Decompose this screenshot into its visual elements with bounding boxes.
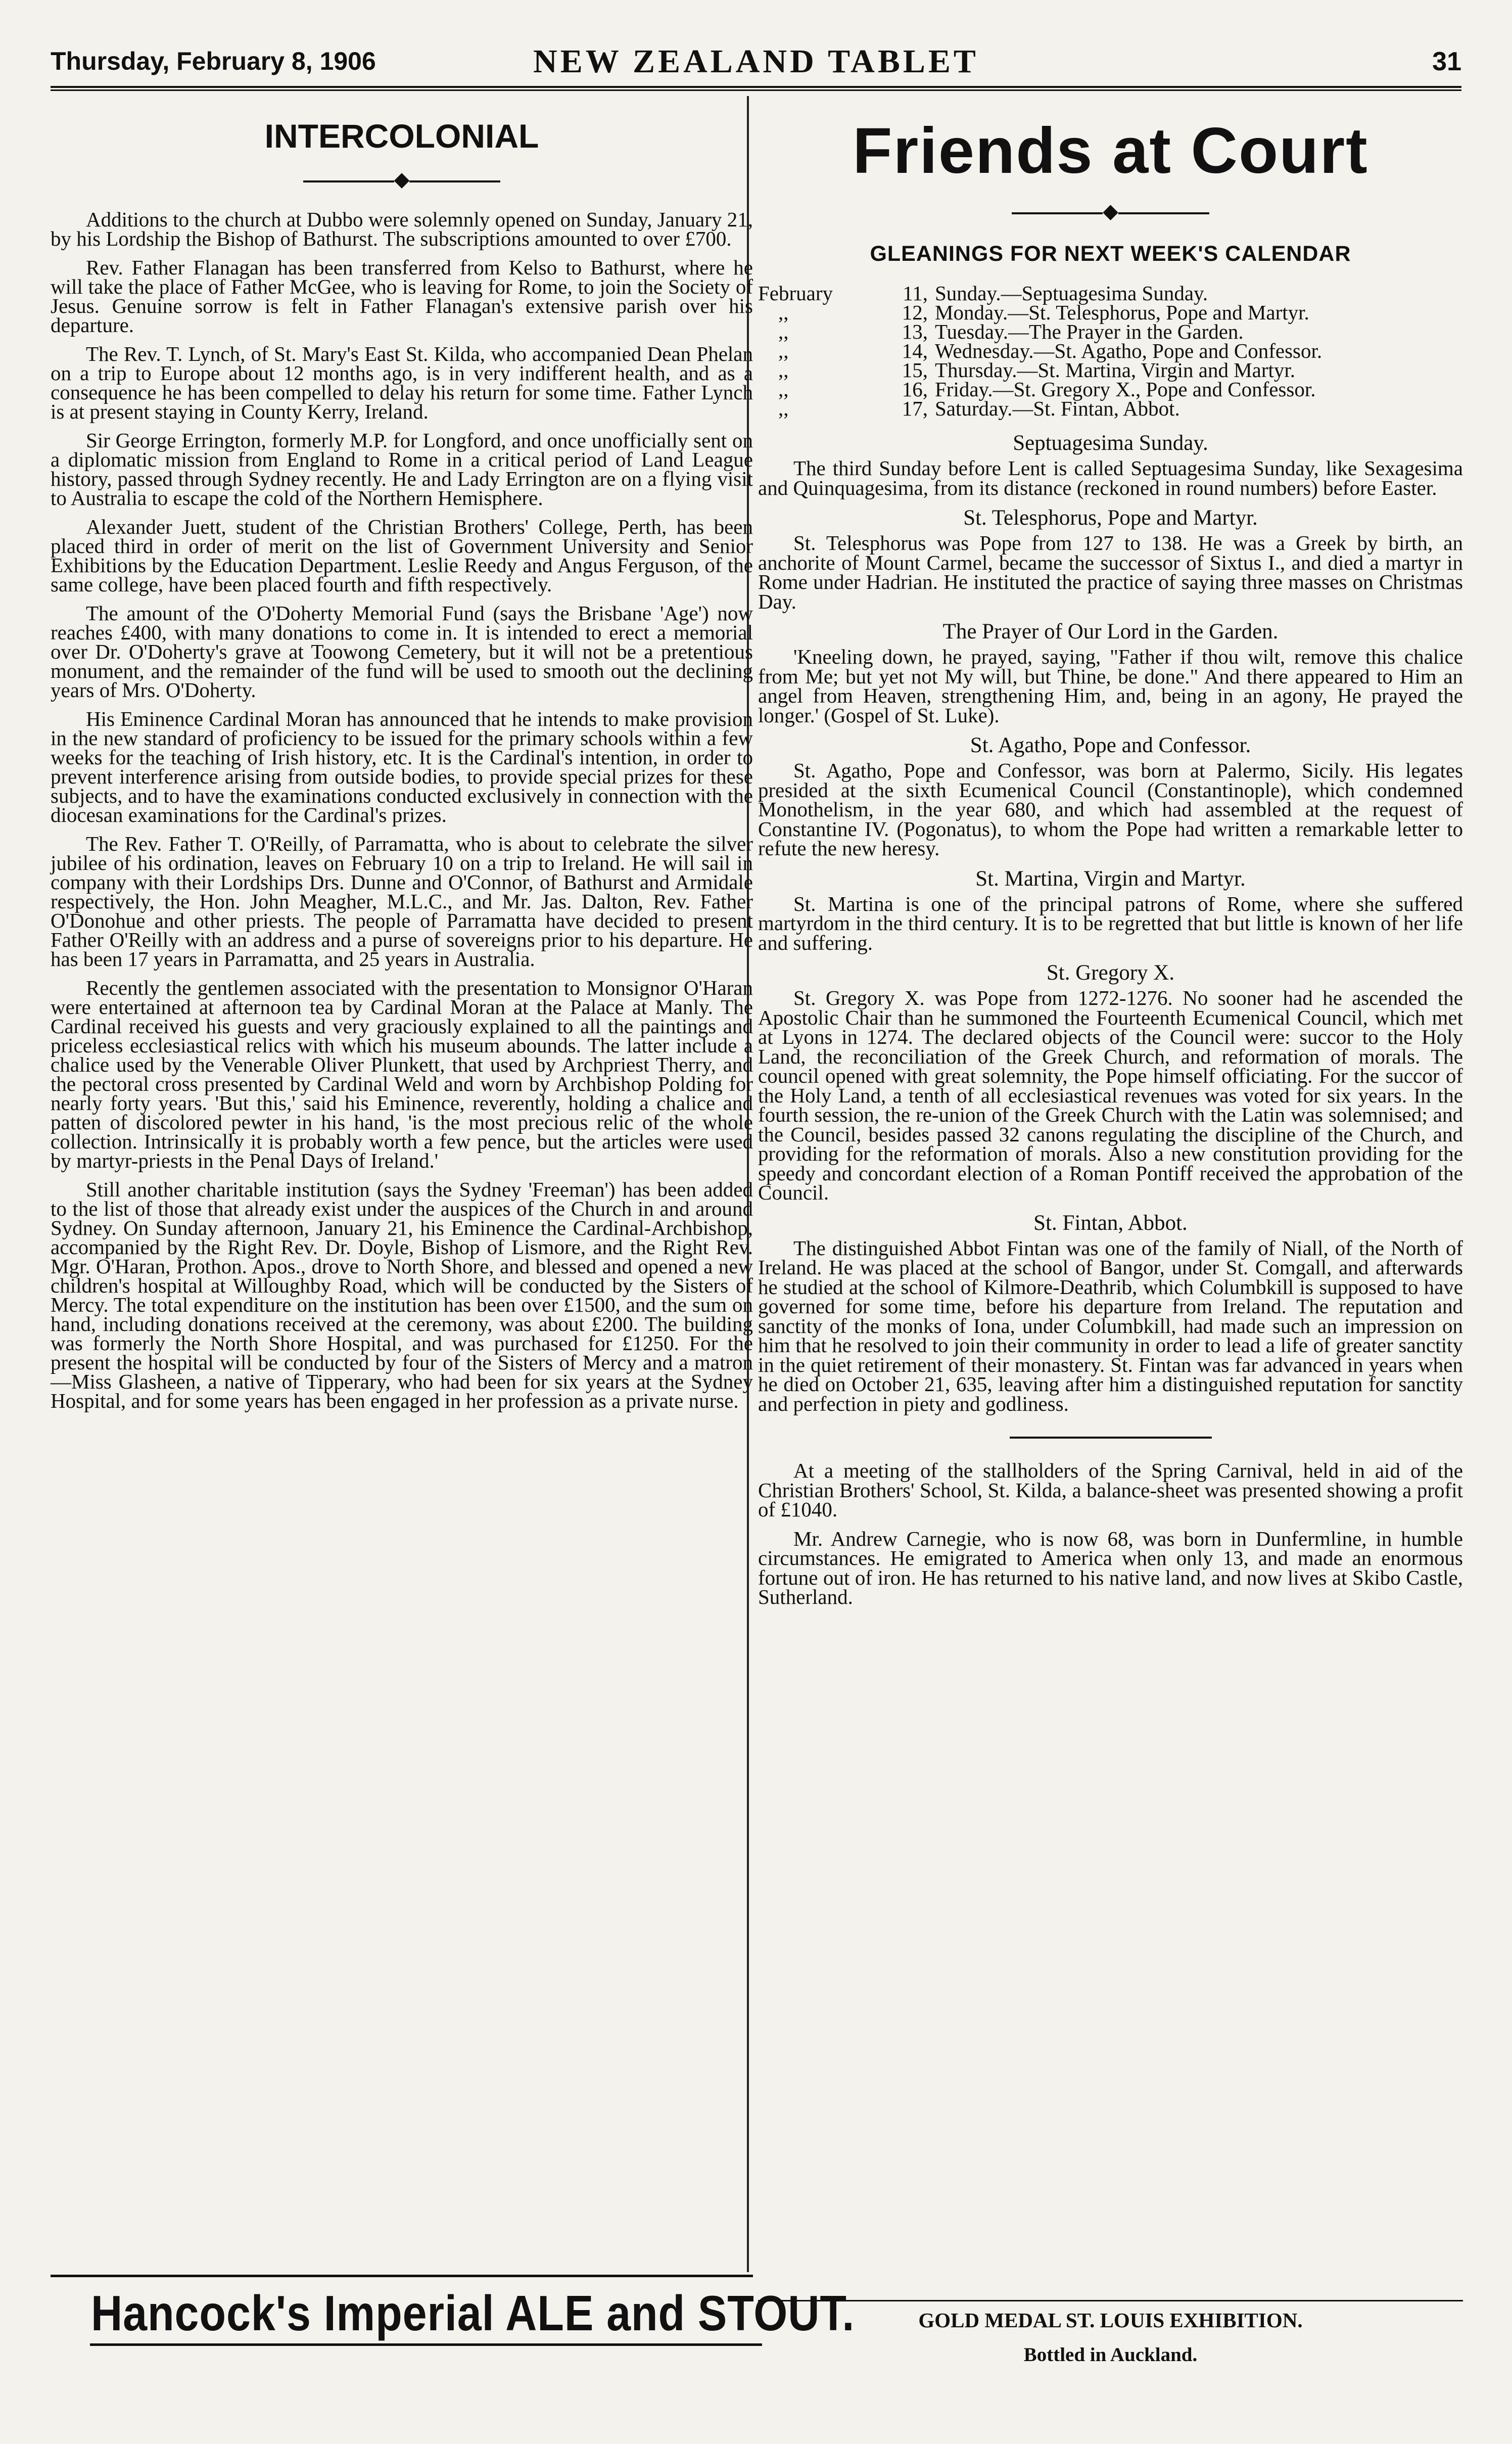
section-paragraph: St. Telesphorus was Pope from 127 to 138. He was a Greek by birth, an anchorite of Mount Carmel, became the successor of Sixtus I., and died a martyr in Rome under Hadrian. He instituted the practice of saying three masses on Christmas Day.	[758, 531, 1463, 613]
footer-rule-right	[758, 2300, 1463, 2301]
calendar-day: 17,	[902, 397, 928, 420]
calendar-month: ,,	[778, 358, 789, 382]
article-paragraph: His Eminence Cardinal Moran has announced that he intends to make provision in the new standard of proficiency to be issued for the primary schools within a few weeks for the teaching of Irish history, etc. It is the Cardinal's intention, in order to prevent interference arising from outside bodies, to provide special prizes for these subjects, and to have the examinations conducted exclusively in connection with the diocesan examinations for the Cardinal's prizes.	[51, 707, 753, 826]
calendar-day: 13,	[902, 320, 928, 343]
article-paragraph: Alexander Juett, student of the Christian Brothers' College, Perth, has been placed third in order of merit on the list of Government University and Senior Exhibitions by the Education Department. Leslie Reedy and Angus Ferguson, of the same college, have been placed fourth and fifth respectively.	[51, 515, 753, 596]
calendar-row	[758, 360, 1463, 380]
section-heading: St. Gregory X.	[1046, 961, 1175, 985]
news-note: At a meeting of the stallholders of the Spring Carnival, held in aid of the Christian Brothers' School, St. Kilda, a balance-sheet was presented showing a profit of £1040.	[758, 1459, 1463, 1521]
ornament-divider: ◆	[758, 196, 1463, 226]
intercolonial-column	[51, 104, 753, 1420]
page-header	[51, 42, 1461, 86]
article-paragraph: The amount of the O'Doherty Memorial Fund (says the Brisbane 'Age') now reaches £400, with many donations to come in. It is intended to erect a memorial over Dr. O'Doherty's grave at Toowong Cemetery, but it will not be a pretentious monument, and the remainder of the fund will be used to smooth out the declining years of Mrs. O'Doherty.	[51, 602, 753, 702]
calendar-row	[758, 399, 1463, 418]
calendar-day: 14,	[902, 339, 928, 362]
article-paragraph: The Rev. Father T. O'Reilly, of Parramatta, who is about to celebrate the silver jubilee of his ordination, leaves on February 10 on a trip to Ireland. He will sail in company with their Lordships Drs. Dunne and O'Connor, of Bathurst and Armidale respectively, the Hon. John Meagher, M.L.C., and Mr. Jas. Dalton, Rev. Father O'Donohue and other priests. The people of Parramatta have decided to present Father O'Reilly with an address and a purse of sovereigns prior to his departure. He has been 17 years in Parramatta, and 25 years in Australia.	[51, 832, 753, 971]
section-paragraph: The third Sunday before Lent is called Septuagesima Sunday, like Sexagesima and Quinquagesima, from its distance (reckoned in round numbers) before Easter.	[758, 456, 1463, 499]
calendar-month: ,,	[778, 339, 789, 362]
article-paragraph: Still another charitable institution (says the Sydney 'Freeman') has been added to the list of those that already exist under the auspices of the Church in and around Sydney. On Sunday afternoon, January 21, his Eminence the Cardinal-Archbishop, accompanied by the Right Rev. Dr. Doyle, Bishop of Lismore, and the Right Rev. Mgr. O'Haran, Prothon. Apos., drove to North Shore, and blessed and opened a new children's hospital at Willoughby Road, which will be conducted by the Sisters of Mercy. The total expenditure on the institution has been over £1500, and the sum on hand, including donations received at the ceremony, was about £200. The building was formerly the North Shore Hospital, and was purchased for £1250. For the present the hospital will be conducted by four of the Sisters of Mercy and a matron—Miss Glasheen, a native of Tipperary, who had been for six years at the Sydney Hospital, and for some years has been engaged in her profession as a private nurse.	[51, 1178, 753, 1412]
friends-at-court-column	[758, 104, 1463, 1617]
issue-date: Thursday, February 8, 1906	[51, 47, 376, 75]
calendar-day: 11,	[903, 282, 928, 305]
calendar-list	[758, 284, 1463, 418]
calendar-month: ,,	[778, 378, 789, 401]
calendar-entry: Sunday.—Septuagesima Sunday.	[935, 282, 1208, 305]
ale-stout-advert: Hancock's Imperial ALE and STOUT.	[91, 2285, 855, 2341]
gold-medal-tagline: GOLD MEDAL ST. LOUIS EXHIBITION.	[918, 2309, 1303, 2332]
calendar-row	[758, 303, 1463, 322]
section-heading: St. Fintan, Abbot.	[1033, 1211, 1188, 1235]
calendar-entry: Saturday.—St. Fintan, Abbot.	[935, 397, 1180, 420]
section-paragraph: The distinguished Abbot Fintan was one of the family of Niall, of the North of Ireland. He was placed at the school of Bangor, under St. Comgall, and afterwards he studied at the school of Kilmore-Deathrib, which Columbkill is supposed to have governed for some time, before his departure from Ireland. The reputation and sanctity of the monks of Iona, under Columbkill, had made such an impression on him that he resolved to join their community in order to lead a life of greater sanctity in the quiet retirement of their monastery. St. Fintan was far advanced in years when he died on October 21, 635, leaving after him a distinguished reputation for sanctity and perfection in piety and godliness.	[758, 1236, 1463, 1415]
calendar-month: ,,	[778, 301, 789, 324]
header-rule	[51, 86, 1461, 91]
section-heading: St. Telesphorus, Pope and Martyr.	[963, 506, 1258, 530]
article-paragraph: Rev. Father Flanagan has been transferred from Kelso to Bathurst, where he will take the place of Father McGee, who is leaving for Rome, to join the Society of Jesus. Genuine sorrow is felt in Father Flanagan's extensive parish over his departure.	[51, 256, 753, 337]
calendar-row	[758, 284, 1463, 303]
news-note: Mr. Andrew Carnegie, who is now 68, was born in Dunfermline, in humble circumstances. He emigrated to America when only 13, and made an enormous fortune out of iron. He has returned to his native land, and now lives at Skibo Castle, Sutherland.	[758, 1527, 1463, 1608]
article-paragraph: Sir George Errington, formerly M.P. for Longford, and once unofficially sent on a diplomatic mission from England to Rome in a critical period of Land League history, passed through Sydney recently. He and Lady Errington are on a flying visit to Australia to escape the cold of the Northern Hemisphere.	[51, 429, 753, 510]
section-heading: Septuagesima Sunday.	[1013, 431, 1208, 455]
section-paragraph: 'Kneeling down, he prayed, saying, "Father if thou wilt, remove this chalice from Me; but yet not My will, but Thine, be done." And there appeared to Him an angel from Heaven, strengthening Him, and, being in an agony, He prayed the longer.' (Gospel of St. Luke).	[758, 645, 1463, 727]
article-paragraph: Recently the gentlemen associated with the presentation to Monsignor O'Haran were entertained at afternoon tea by Cardinal Moran at the Palace at Manly. The Cardinal received his guests and very graciously explained to all the paintings and priceless ecclesiastical relics with which his museum abounds. The latter include a chalice used by the Venerable Oliver Plunkett, that used by Archpriest Therry, and the pectoral cross presented by Cardinal Weld and worn by Archbishop Polding for nearly forty years. 'But this,' said his Eminence, reverently, holding a chalice and patten of discolored pewter in his hand, 'is the most precious relic of the whole collection. Intrinsically it is probably worth a few pence, but the articles were used by martyr-priests in the Penal Days of Ireland.'	[51, 976, 753, 1172]
friends-at-court-title: Friends at Court	[853, 115, 1368, 187]
calendar-entry: Tuesday.—The Prayer in the Garden.	[935, 320, 1244, 343]
calendar-row	[758, 341, 1463, 360]
intercolonial-title: INTERCOLONIAL	[264, 117, 539, 155]
section-paragraph: St. Agatho, Pope and Confessor, was born at Palermo, Sicily. His legates presided at the sixth Ecumenical Council (Constantinople), which condemned Monothelism, in the year 680, and which had assembled at the request of Constantine IV. (Pogonatus), to whom the Pope had written a remarkable letter to refute the new heresy.	[758, 759, 1463, 860]
calendar-day: 15,	[902, 358, 928, 382]
section-heading: St. Agatho, Pope and Confessor.	[970, 733, 1251, 757]
section-paragraph: St. Martina is one of the principal patrons of Rome, where she suffered martyrdom in the third century. It is to be regretted that but little is known of her life and suffering.	[758, 892, 1463, 954]
article-paragraph: Additions to the church at Dubbo were solemnly opened on Sunday, January 21, by his Lordship the Bishop of Bathurst. The subscriptions amounted to over £700.	[51, 208, 753, 250]
calendar-month: ,,	[778, 397, 789, 420]
calendar-month: ,,	[778, 320, 789, 343]
bottled-in-auckland: Bottled in Auckland.	[1023, 2344, 1198, 2366]
article-paragraph: The Rev. T. Lynch, of St. Mary's East St. Kilda, who accompanied Dean Phelan on a trip to Europe about 12 months ago, is in very indifferent health, and as a consequence he has been compelled to delay his return for some time. Father Lynch is at present staying in County Kerry, Ireland.	[51, 342, 753, 423]
section-heading: St. Martina, Virgin and Martyr.	[975, 866, 1246, 891]
ornament-divider: ◆	[51, 164, 753, 195]
calendar-subtitle: GLEANINGS FOR NEXT WEEK'S CALENDAR	[870, 242, 1351, 266]
calendar-day: 16,	[902, 378, 928, 401]
calendar-entry: Wednesday.—St. Agatho, Pope and Confessor.	[935, 339, 1322, 362]
section-rule	[1010, 1437, 1212, 1439]
section-paragraph: St. Gregory X. was Pope from 1272-1276. No sooner had he ascended the Apostolic Chair than he summoned the Fourteenth Ecumenical Council, which met at Lyons in 1274. The declared objects of the Council were: succor to the Holy Land, the reconciliation of the Greek Church, and reformation of morals. The council opened with great solemnity, the Pope himself officiating. For the succor of the Holy Land, a tenth of all ecclesiastical revenues was voted for six years. In the fourth session, the re-union of the Greek Church with the Latin was solemnised; and the Council, besides passed 32 canons regulating the discipline of the Church, and providing for the reformation of morals. Also a new constitution providing for the speedy and concordant election of a Roman Pontiff received the approbation of the Council.	[758, 986, 1463, 1204]
calendar-entry: Friday.—St. Gregory X., Pope and Confessor.	[935, 378, 1316, 401]
advert-underline	[90, 2343, 762, 2346]
calendar-entry: Monday.—St. Telesphorus, Pope and Martyr.	[935, 301, 1309, 324]
footer-rule-left	[51, 2275, 753, 2277]
masthead-title: NEW ZEALAND TABLET	[533, 43, 979, 80]
calendar-entry: Thursday.—St. Martina, Virgin and Martyr.	[935, 358, 1296, 382]
calendar-day: 12,	[902, 301, 928, 324]
calendar-month: February	[758, 282, 833, 305]
section-heading: The Prayer of Our Lord in the Garden.	[942, 620, 1279, 643]
calendar-row	[758, 380, 1463, 399]
page-number: 31	[1432, 47, 1461, 76]
calendar-row	[758, 322, 1463, 341]
